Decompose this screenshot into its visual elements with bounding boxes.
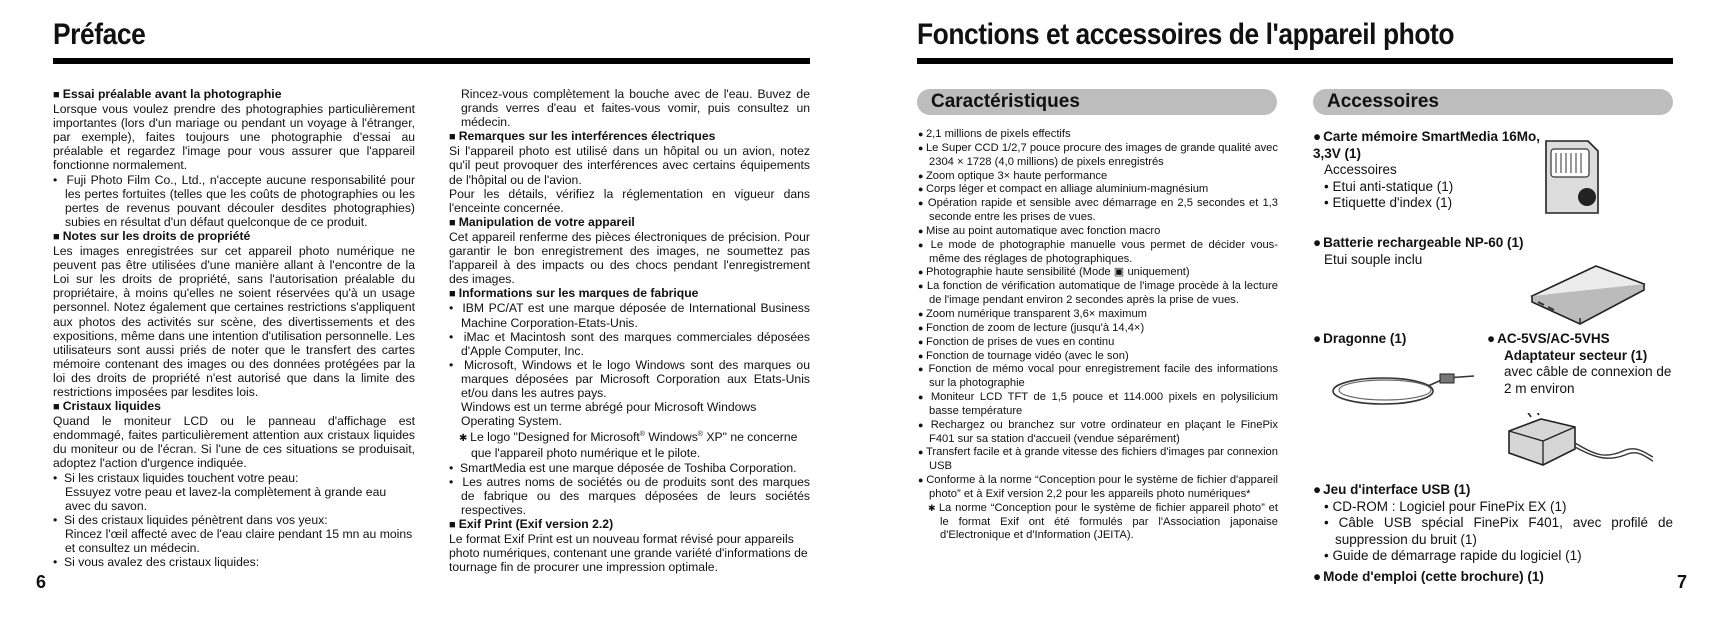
- text-rincez: Rincez-vous complètement la bouche avec de l'eau. Buvez de grands verres d'eau et faites-vous vomir, puis consultez un médecin.: [461, 87, 810, 130]
- acc-smartmedia: [1313, 129, 1543, 212]
- heading-droits: ■ Notes sur les droits de propriété: [53, 229, 415, 244]
- feature-item: ● Fonction de tournage vidéo (avec le son): [918, 350, 1278, 364]
- text-yeux: Rincez l'œil affecté avec de l'eau claire pendant 15 mn au moins et consultez un médecin.: [65, 526, 413, 555]
- feature-item: ● Fonction de mémo vocal pour enregistrement facile des informations sur la photographie: [918, 363, 1278, 391]
- heading-marques: ■ Informations sur les marques de fabrique: [449, 286, 810, 301]
- strap-illustration: [1328, 364, 1476, 416]
- heading-cristaux: ■ Cristaux liquides: [53, 399, 415, 414]
- acc-smartmedia-item: • Etui anti-statique (1): [1313, 179, 1543, 196]
- feature-item: ● 2,1 millions de pixels effectifs: [918, 128, 1278, 142]
- bullet-autres: • Les autres noms de sociétés ou de produits sont des marques de fabrique ou des marques déposées de leurs sociétés respectives.: [449, 475, 810, 517]
- heading-interferences: ■ Remarques sur les interférences électriques: [449, 129, 810, 144]
- bullet-fuji: • Fuji Photo Film Co., Ltd., n'accepte aucune responsabilité pour les pertes fortuites (telles que les coûts de photographies ou les pertes de revenus pouvant découler desdites photographies) subies en résultat d'un défaut quelconque de ce produit.: [53, 173, 415, 229]
- acc-usb-item: • Câble USB spécial FinePix F401, avec profilé de suppression du bruit (1): [1313, 515, 1673, 548]
- battery-illustration: [1528, 262, 1648, 326]
- feature-item: ● Mise au point automatique avec fonction macro: [918, 225, 1278, 239]
- acc-usb: [1313, 482, 1673, 585]
- feature-footnote: ✱ La norme “Conception pour le système de fichier appareil photo” et le format Exif ont été formulés par l'Association japonaise d'Electronique et d'Information (JEITA).: [918, 502, 1278, 544]
- features-list: [918, 128, 1278, 543]
- acc-usb-item: • CD-ROM : Logiciel pour FinePix EX (1): [1313, 499, 1673, 516]
- title-rule-left: [53, 58, 810, 64]
- section-heading-features: Caractéristiques: [917, 89, 1277, 115]
- acc-strap-title: ● Dragonne (1): [1313, 331, 1463, 348]
- bullet-avalez: • Si vous avalez des cristaux liquides:: [53, 555, 415, 569]
- text-peau: Essuyez votre peau et lavez-la complètement à grande eau avec du savon.: [65, 484, 387, 513]
- heading-manipulation: ■ Manipulation de votre appareil: [449, 215, 810, 230]
- page-number-right: 7: [1677, 572, 1688, 592]
- feature-item: ● Corps léger et compact en alliage aluminium-magnésium: [918, 183, 1278, 197]
- para-essai: Lorsque vous voulez prendre des photographies particulièrement importantes (lors d'un mariage ou pendant un voyage à l'étranger, par exemple), faites toujours une photographie d'essai au préalable et regardez l'image pour vous assurer que l'appareil fonctionne normalement.: [53, 102, 415, 173]
- heading-essai: ■ Essai préalable avant la photographie: [53, 87, 415, 102]
- note-windows-logo: ✱ Le logo "Designed for Microsoft® Windows® XP" ne concerne que l'appareil photo numérique et le pilote.: [449, 428, 810, 460]
- ac-adapter-illustration: [1505, 413, 1657, 471]
- acc-adapter-sub: avec câble de connexion de 2 m environ: [1504, 364, 1672, 396]
- feature-item: ● Le Super CCD 1/2,7 pouce procure des images de grande qualité avec 2304 × 1728 (4,0 millions) de pixels enregistrés: [918, 142, 1278, 170]
- feature-item: ● Le mode de photographie manuelle vous permet de décider vous-même des réglages de photographiques.: [918, 239, 1278, 267]
- bullet-imac: • iMac et Macintosh sont des marques commerciales déposées d'Apple Computer, Inc.: [449, 330, 810, 358]
- feature-item: ● Fonction de prises de vues en continu: [918, 336, 1278, 350]
- para-interferences-1: Si l'appareil photo est utilisé dans un hôpital ou un avion, notez qu'il peut provoquer des interférences avec certains équipements de l'hôpital ou de l'avion.: [449, 144, 810, 187]
- feature-item: ● La fonction de vérification automatique de l'image procède à la lecture de l'image pendant environ 2 secondes après la prise de vues.: [918, 280, 1278, 308]
- para-exif: Le format Exif Print est un nouveau format révisé pour appareils photo numériques, contenant une grande variété d'informations de tournage fin de procurer une impression optimale.: [449, 531, 808, 575]
- feature-item: ● Zoom numérique transparent 3,6× maximum: [918, 308, 1278, 322]
- acc-adapter-model: ● AC-5VS/AC-5VHS: [1487, 331, 1677, 348]
- feature-item: ● Rechargez ou branchez sur votre ordinateur en plaçant le FinePix F401 sur sa station d'accueil (vendue séparément): [918, 419, 1278, 447]
- bullet-peau: • Si les cristaux liquides touchent votre peau:: [53, 471, 415, 485]
- feature-item: ● Zoom optique 3× haute performance: [918, 170, 1278, 184]
- acc-adapter: [1487, 331, 1677, 397]
- feature-item: ● Opération rapide et sensible avec démarrage en 2,5 secondes et 1,3 seconde entre les prises de vues.: [918, 197, 1278, 225]
- acc-battery-title: ● Batterie rechargeable NP-60 (1): [1313, 235, 1653, 252]
- acc-battery-sub: Etui souple inclu: [1324, 251, 1423, 267]
- feature-item: ● Moniteur LCD TFT de 1,5 pouce et 114.000 pixels en polysilicium basse température: [918, 391, 1278, 419]
- para-droits: Les images enregistrées sur cet appareil photo numérique ne peuvent pas être utilisées d'une manière allant à l'encontre de la Loi sur les droits de propriété, sans l'autorisation préalable du propriétaire, à moins qu'elles ne soient réservées qu'à un usage personnel. Notez également que certaines restrictions s'appliquent aux photos des activités sur scène, des divertissements et des expositions, même dans une intention d'utilisation personnelle. Les utilisateurs sont aussi priés de noter que le transfert des cartes mémoire contenant des images ou des données protégées par la loi des droits de propriété n'est autorisé que dans la limite des restrictions imposées par lesdites lois.: [53, 244, 415, 399]
- acc-smartmedia-sub: Accessoires: [1324, 162, 1397, 177]
- acc-manual-title: ● Mode d'emploi (cette brochure) (1): [1313, 569, 1673, 586]
- text-windows: Windows est un terme abrégé pour Microsoft Windows Operating System.: [461, 400, 757, 429]
- acc-smartmedia-title: ● Carte mémoire SmartMedia 16Mo, 3,3V (1): [1313, 129, 1543, 162]
- feature-item: ● Fonction de zoom de lecture (jusqu'à 14,4×): [918, 322, 1278, 336]
- acc-usb-item: • Guide de démarrage rapide du logiciel (1): [1313, 548, 1673, 565]
- bullet-ibm: • IBM PC/AT est une marque déposée de International Business Machine Corporation-Etats-Unis.: [449, 301, 810, 329]
- acc-adapter-title: Adaptateur secteur (1): [1504, 347, 1648, 363]
- page-number-left: 6: [36, 572, 47, 592]
- feature-item: ● Photographie haute sensibilité (Mode ▣ uniquement): [918, 266, 1278, 280]
- smartmedia-card-illustration: [1540, 139, 1600, 215]
- section-heading-accessories: Accessoires: [1313, 89, 1673, 115]
- heading-exif: ■ Exif Print (Exif version 2.2): [449, 517, 810, 532]
- title-rule-right: [917, 58, 1673, 64]
- page-title-left: Préface: [53, 18, 146, 51]
- para-manipulation: Cet appareil renferme des pièces électroniques de précision. Pour garantir le bon enregistrement des images, ne soumettez pas l'appareil à des impacts ou des chocs pendant l'enregistrement des images.: [449, 229, 810, 287]
- bullet-smartmedia: • SmartMedia est une marque déposée de Toshiba Corporation.: [449, 461, 810, 475]
- left-column-2: [449, 87, 810, 574]
- acc-strap: [1313, 331, 1463, 348]
- para-cristaux: Quand le moniteur LCD ou le panneau d'affichage est endommagé, faites particulièrement attention aux cristaux liquides du moniteur ou de l'écran. Si l'une de ces situations se produisait, adoptez l'action d'urgence indiquée.: [53, 414, 415, 471]
- para-interferences-2: Pour les détails, vérifiez la réglementation en vigueur dans l'enceinte concernée.: [449, 186, 810, 215]
- feature-item: ● Conforme à la norme “Conception pour le système de fichier d'appareil photo” et à Exif version 2,2 pour les appareils photo numériques*: [918, 474, 1278, 502]
- left-column-1: [53, 87, 415, 569]
- acc-smartmedia-item: • Etiquette d'index (1): [1313, 195, 1543, 212]
- bullet-microsoft: • Microsoft, Windows et le logo Windows sont des marques ou marques déposées par Microsoft Corporation aux Etats-Unis et/ou dans les autres pays.: [449, 358, 810, 400]
- acc-usb-title: ● Jeu d'interface USB (1): [1313, 482, 1673, 499]
- feature-item: ● Transfert facile et à grande vitesse des fichiers d'images par connexion USB: [918, 446, 1278, 474]
- bullet-yeux: • Si des cristaux liquides pénètrent dans vos yeux:: [53, 513, 415, 527]
- page-title-right: Fonctions et accessoires de l'appareil photo: [917, 18, 1455, 51]
